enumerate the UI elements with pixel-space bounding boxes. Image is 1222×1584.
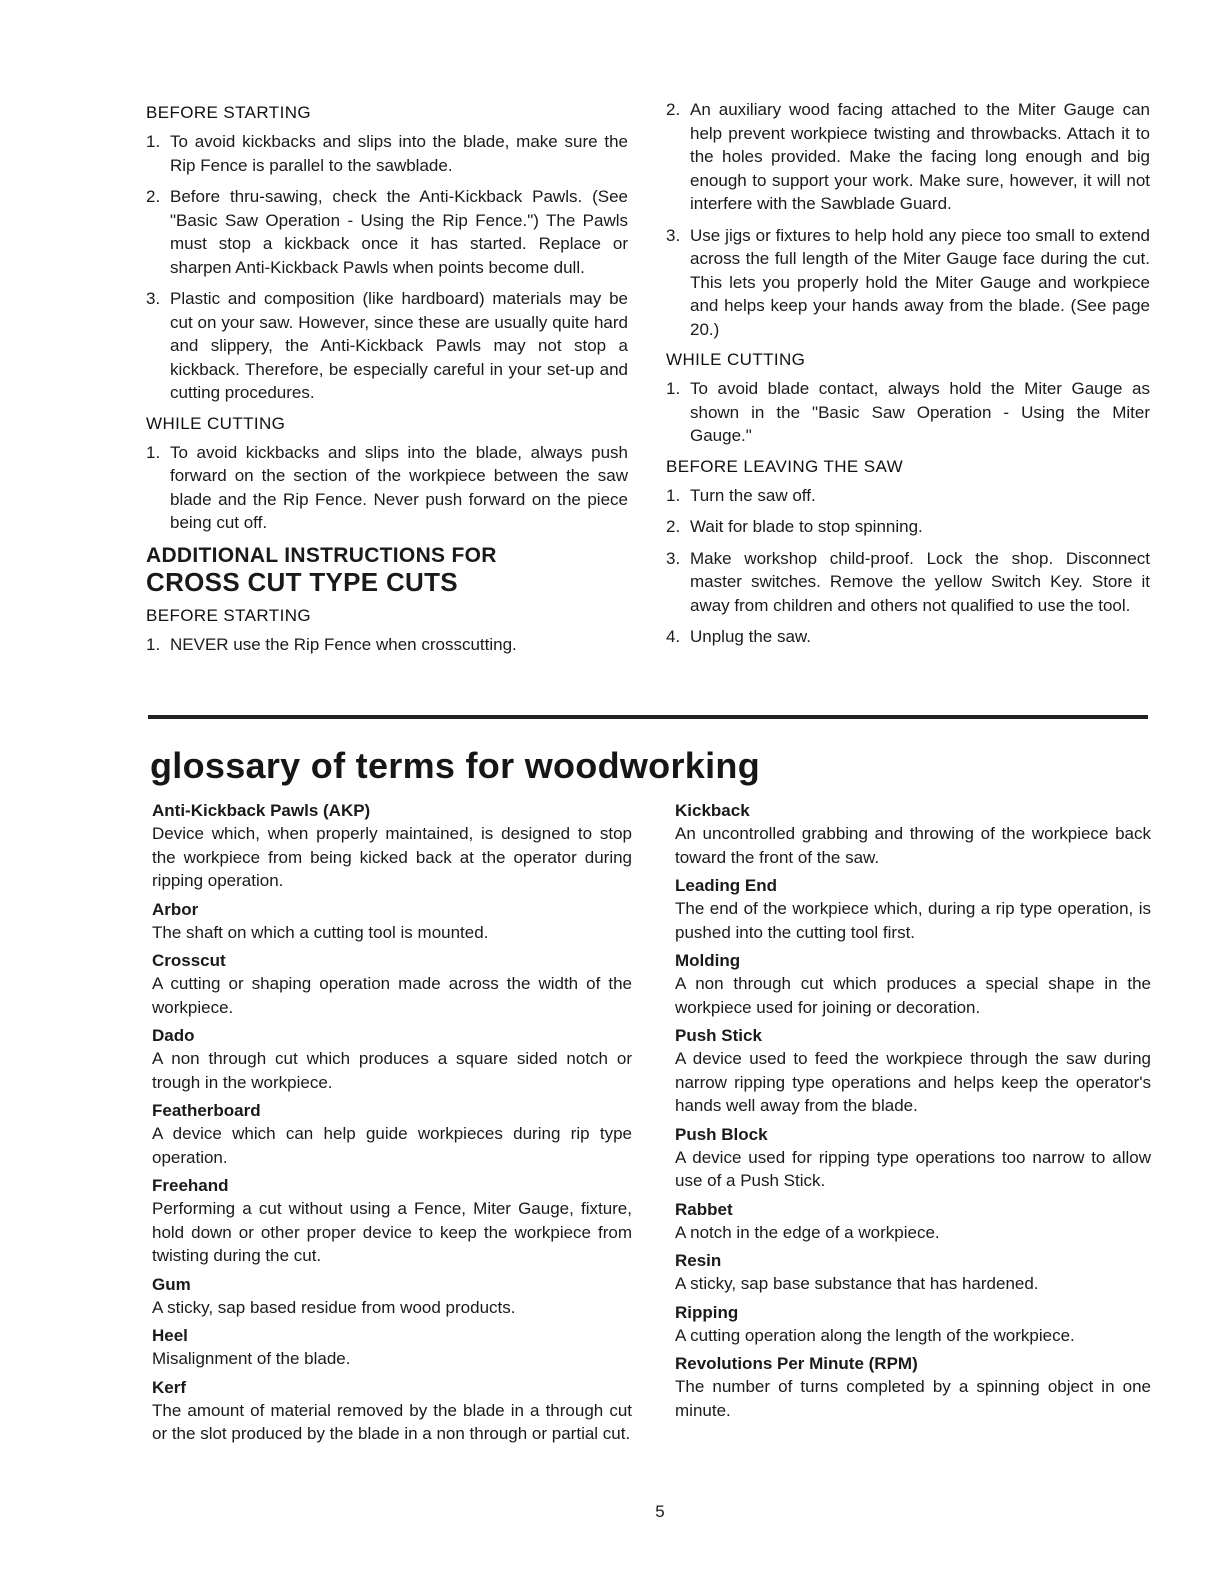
glossary-term: Kickback xyxy=(675,801,750,820)
section-heading-before-starting: BEFORE STARTING xyxy=(146,103,312,122)
glossary-entry xyxy=(675,1025,1151,1118)
item-number: 1. xyxy=(146,442,161,462)
item-text: To avoid kickbacks and slips into the blade, always push forward on the section of the workpiece between the saw blade and the Rip Fence. Never push forward on the piece being cut off. xyxy=(170,442,628,532)
cross-cut-heading: CROSS CUT TYPE CUTS xyxy=(146,566,458,597)
glossary-definition: Misalignment of the blade. xyxy=(152,1349,351,1368)
glossary-definition: A device used to feed the workpiece through the saw during narrow ripping type operations and helps keep the operator's hands well away from the blade. xyxy=(675,1049,1151,1115)
item-number: 2. xyxy=(146,187,161,206)
item-number: 2. xyxy=(666,100,681,119)
item-text: To avoid kickbacks and slips into the blade, make sure the Rip Fence is parallel to the sawblade. xyxy=(170,132,628,175)
glossary-entry xyxy=(152,899,632,945)
glossary-entry xyxy=(152,1100,632,1169)
item-text: An auxiliary wood facing attached to the Miter Gauge can help prevent workpiece twisting and throwbacks. Attach it to the holes provided. Make the facing long enough and big enough to support your work. Make sure, however, it will not interfere with the Sawblade Guard. xyxy=(690,100,1150,213)
item-text: NEVER use the Rip Fence when crosscutting. xyxy=(170,634,517,654)
glossary-term: Kerf xyxy=(152,1377,187,1397)
glossary-definition: A device used for ripping type operations too narrow to allow use of a Push Stick. xyxy=(675,1147,1151,1190)
glossary-entry xyxy=(152,1025,632,1094)
list-item xyxy=(666,484,1150,508)
glossary-term: Rabbet xyxy=(675,1199,733,1219)
list-item xyxy=(146,287,628,405)
glossary-definition: The number of turns completed by a spinning object in one minute. xyxy=(675,1377,1151,1420)
glossary-term: Gum xyxy=(152,1274,191,1294)
glossary-definition: The amount of material removed by the blade in a through cut or the slot produced by the blade in a non through or partial cut. xyxy=(152,1400,632,1443)
cross-before-starting-list-continued xyxy=(666,98,1150,341)
item-number: 4. xyxy=(666,627,681,646)
list-item xyxy=(666,224,1150,342)
glossary-entry xyxy=(675,1124,1151,1193)
list-item xyxy=(666,625,1150,649)
item-text: Wait for blade to stop spinning. xyxy=(690,517,923,536)
glossary-entry xyxy=(675,1250,1151,1296)
list-item xyxy=(146,185,628,279)
item-number: 1. xyxy=(146,132,161,151)
while-cutting-cross-list xyxy=(666,377,1150,448)
glossary-entry xyxy=(152,800,632,893)
glossary-term: Leading End xyxy=(675,876,777,895)
glossary-entry xyxy=(675,1302,1151,1348)
list-item xyxy=(146,130,628,177)
glossary-entry xyxy=(152,1274,632,1320)
glossary-term: Ripping xyxy=(675,1302,739,1322)
section-divider xyxy=(148,715,1148,719)
glossary-term: Molding xyxy=(675,951,741,970)
glossary-definition: The end of the workpiece which, during a rip type operation, is pushed into the cutting tool first. xyxy=(675,899,1151,942)
glossary-term: Revolutions Per Minute (RPM) xyxy=(675,1354,918,1373)
glossary-definition: A non through cut which produces a square sided notch or trough in the workpiece. xyxy=(152,1049,632,1092)
glossary-term: Freehand xyxy=(152,1176,229,1195)
glossary-term: Push Stick xyxy=(675,1026,762,1045)
additional-instructions-heading: ADDITIONAL INSTRUCTIONS FOR xyxy=(146,543,497,567)
glossary-definition: The shaft on which a cutting tool is mounted. xyxy=(152,922,489,942)
glossary-entry xyxy=(675,875,1151,944)
glossary-entry xyxy=(675,1353,1151,1422)
item-number: 1. xyxy=(146,634,161,654)
glossary-term: Resin xyxy=(675,1251,722,1270)
glossary-entry xyxy=(675,950,1151,1019)
glossary-term: Anti-Kickback Pawls (AKP) xyxy=(152,801,371,820)
item-text: Use jigs or fixtures to help hold any piece too small to extend across the full length of the Miter Gauge face during the cut. This lets you properly hold the Miter Gauge and workpiece and helps keep your hands away from the blade. (See page 20.) xyxy=(690,225,1150,339)
glossary-definition: A sticky, sap base substance that has hardened. xyxy=(675,1274,1039,1293)
glossary-definition: Performing a cut without using a Fence, Miter Gauge, fixture, hold down or other proper device to keep the workpiece from twisting during the cut. xyxy=(152,1199,632,1265)
item-number: 3. xyxy=(146,289,161,308)
list-item xyxy=(666,515,1150,539)
glossary-entry xyxy=(152,1175,632,1268)
glossary-definition: A notch in the edge of a workpiece. xyxy=(675,1222,940,1242)
item-text: Unplug the saw. xyxy=(690,627,811,646)
cross-before-starting-list xyxy=(146,633,628,657)
before-leaving-list xyxy=(666,484,1150,649)
item-text: Before thru-sawing, check the Anti-Kickback Pawls. (See "Basic Saw Operation - Using the Rip Fence.") The Pawls must stop a kickback once it has started. Replace or sharpen Anti-Kickback Pawls when points become dull. xyxy=(170,187,628,277)
glossary-entry xyxy=(675,1199,1151,1245)
left-top-column xyxy=(146,102,628,664)
glossary-definition: A cutting operation along the length of the workpiece. xyxy=(675,1325,1075,1345)
glossary-definition: A sticky, sap based residue from wood products. xyxy=(152,1297,516,1317)
item-number: 1. xyxy=(666,379,681,398)
glossary-definition: A device which can help guide workpieces during rip type operation. xyxy=(152,1124,632,1167)
list-item xyxy=(146,441,628,535)
glossary-entry xyxy=(152,1325,632,1371)
item-text: Plastic and composition (like hardboard) materials may be cut on your saw. However, since these are usually quite hard and slippery, the Anti-Kickback Pawls may not stop a kickback. Therefore, be especially careful in your set-up and cutting procedures. xyxy=(170,289,628,402)
section-heading-while-cutting-cross: WHILE CUTTING xyxy=(666,350,806,369)
page-number: 5 xyxy=(655,1502,665,1521)
section-heading-before-leaving: BEFORE LEAVING THE SAW xyxy=(666,456,904,476)
right-top-column xyxy=(666,98,1150,657)
item-text: To avoid blade contact, always hold the Miter Gauge as shown in the "Basic Saw Operation - Using the Miter Gauge." xyxy=(690,379,1150,445)
glossary-term: Heel xyxy=(152,1326,188,1345)
glossary-definition: Device which, when properly maintained, is designed to stop the workpiece from being kicked back at the operator during ripping operation. xyxy=(152,824,632,890)
glossary-term: Push Block xyxy=(675,1124,768,1144)
item-text: Turn the saw off. xyxy=(690,485,816,505)
glossary-term: Featherboard xyxy=(152,1101,261,1120)
glossary-entry xyxy=(675,800,1151,869)
glossary-entry xyxy=(152,1377,632,1446)
glossary-entry xyxy=(152,950,632,1019)
glossary-left-column xyxy=(152,800,632,1452)
glossary-term: Dado xyxy=(152,1026,195,1045)
item-number: 3. xyxy=(666,548,681,568)
glossary-definition: A non through cut which produces a special shape in the workpiece used for joining or decoration. xyxy=(675,974,1151,1017)
item-text: Make workshop child-proof. Lock the shop. Disconnect master switches. Remove the yellow Switch Key. Store it away from children and others not qualified to use the tool. xyxy=(690,548,1150,615)
glossary-definition: An uncontrolled grabbing and throwing of the workpiece back toward the front of the saw. xyxy=(675,824,1151,867)
item-number: 2. xyxy=(666,517,681,536)
section-heading-cross-before-starting: BEFORE STARTING xyxy=(146,605,312,625)
glossary-title: glossary of terms for woodworking xyxy=(150,745,760,786)
while-cutting-list xyxy=(146,441,628,535)
list-item xyxy=(666,98,1150,216)
before-starting-list xyxy=(146,130,628,405)
list-item xyxy=(666,377,1150,448)
glossary-right-column xyxy=(675,800,1151,1428)
list-item xyxy=(666,547,1150,618)
glossary-definition: A cutting or shaping operation made across the width of the workpiece. xyxy=(152,974,632,1017)
glossary-term: Arbor xyxy=(152,899,199,919)
section-heading-while-cutting: WHILE CUTTING xyxy=(146,413,286,433)
item-number: 1. xyxy=(666,485,681,505)
list-item xyxy=(146,633,628,657)
item-number: 3. xyxy=(666,225,681,245)
glossary-term: Crosscut xyxy=(152,951,226,970)
